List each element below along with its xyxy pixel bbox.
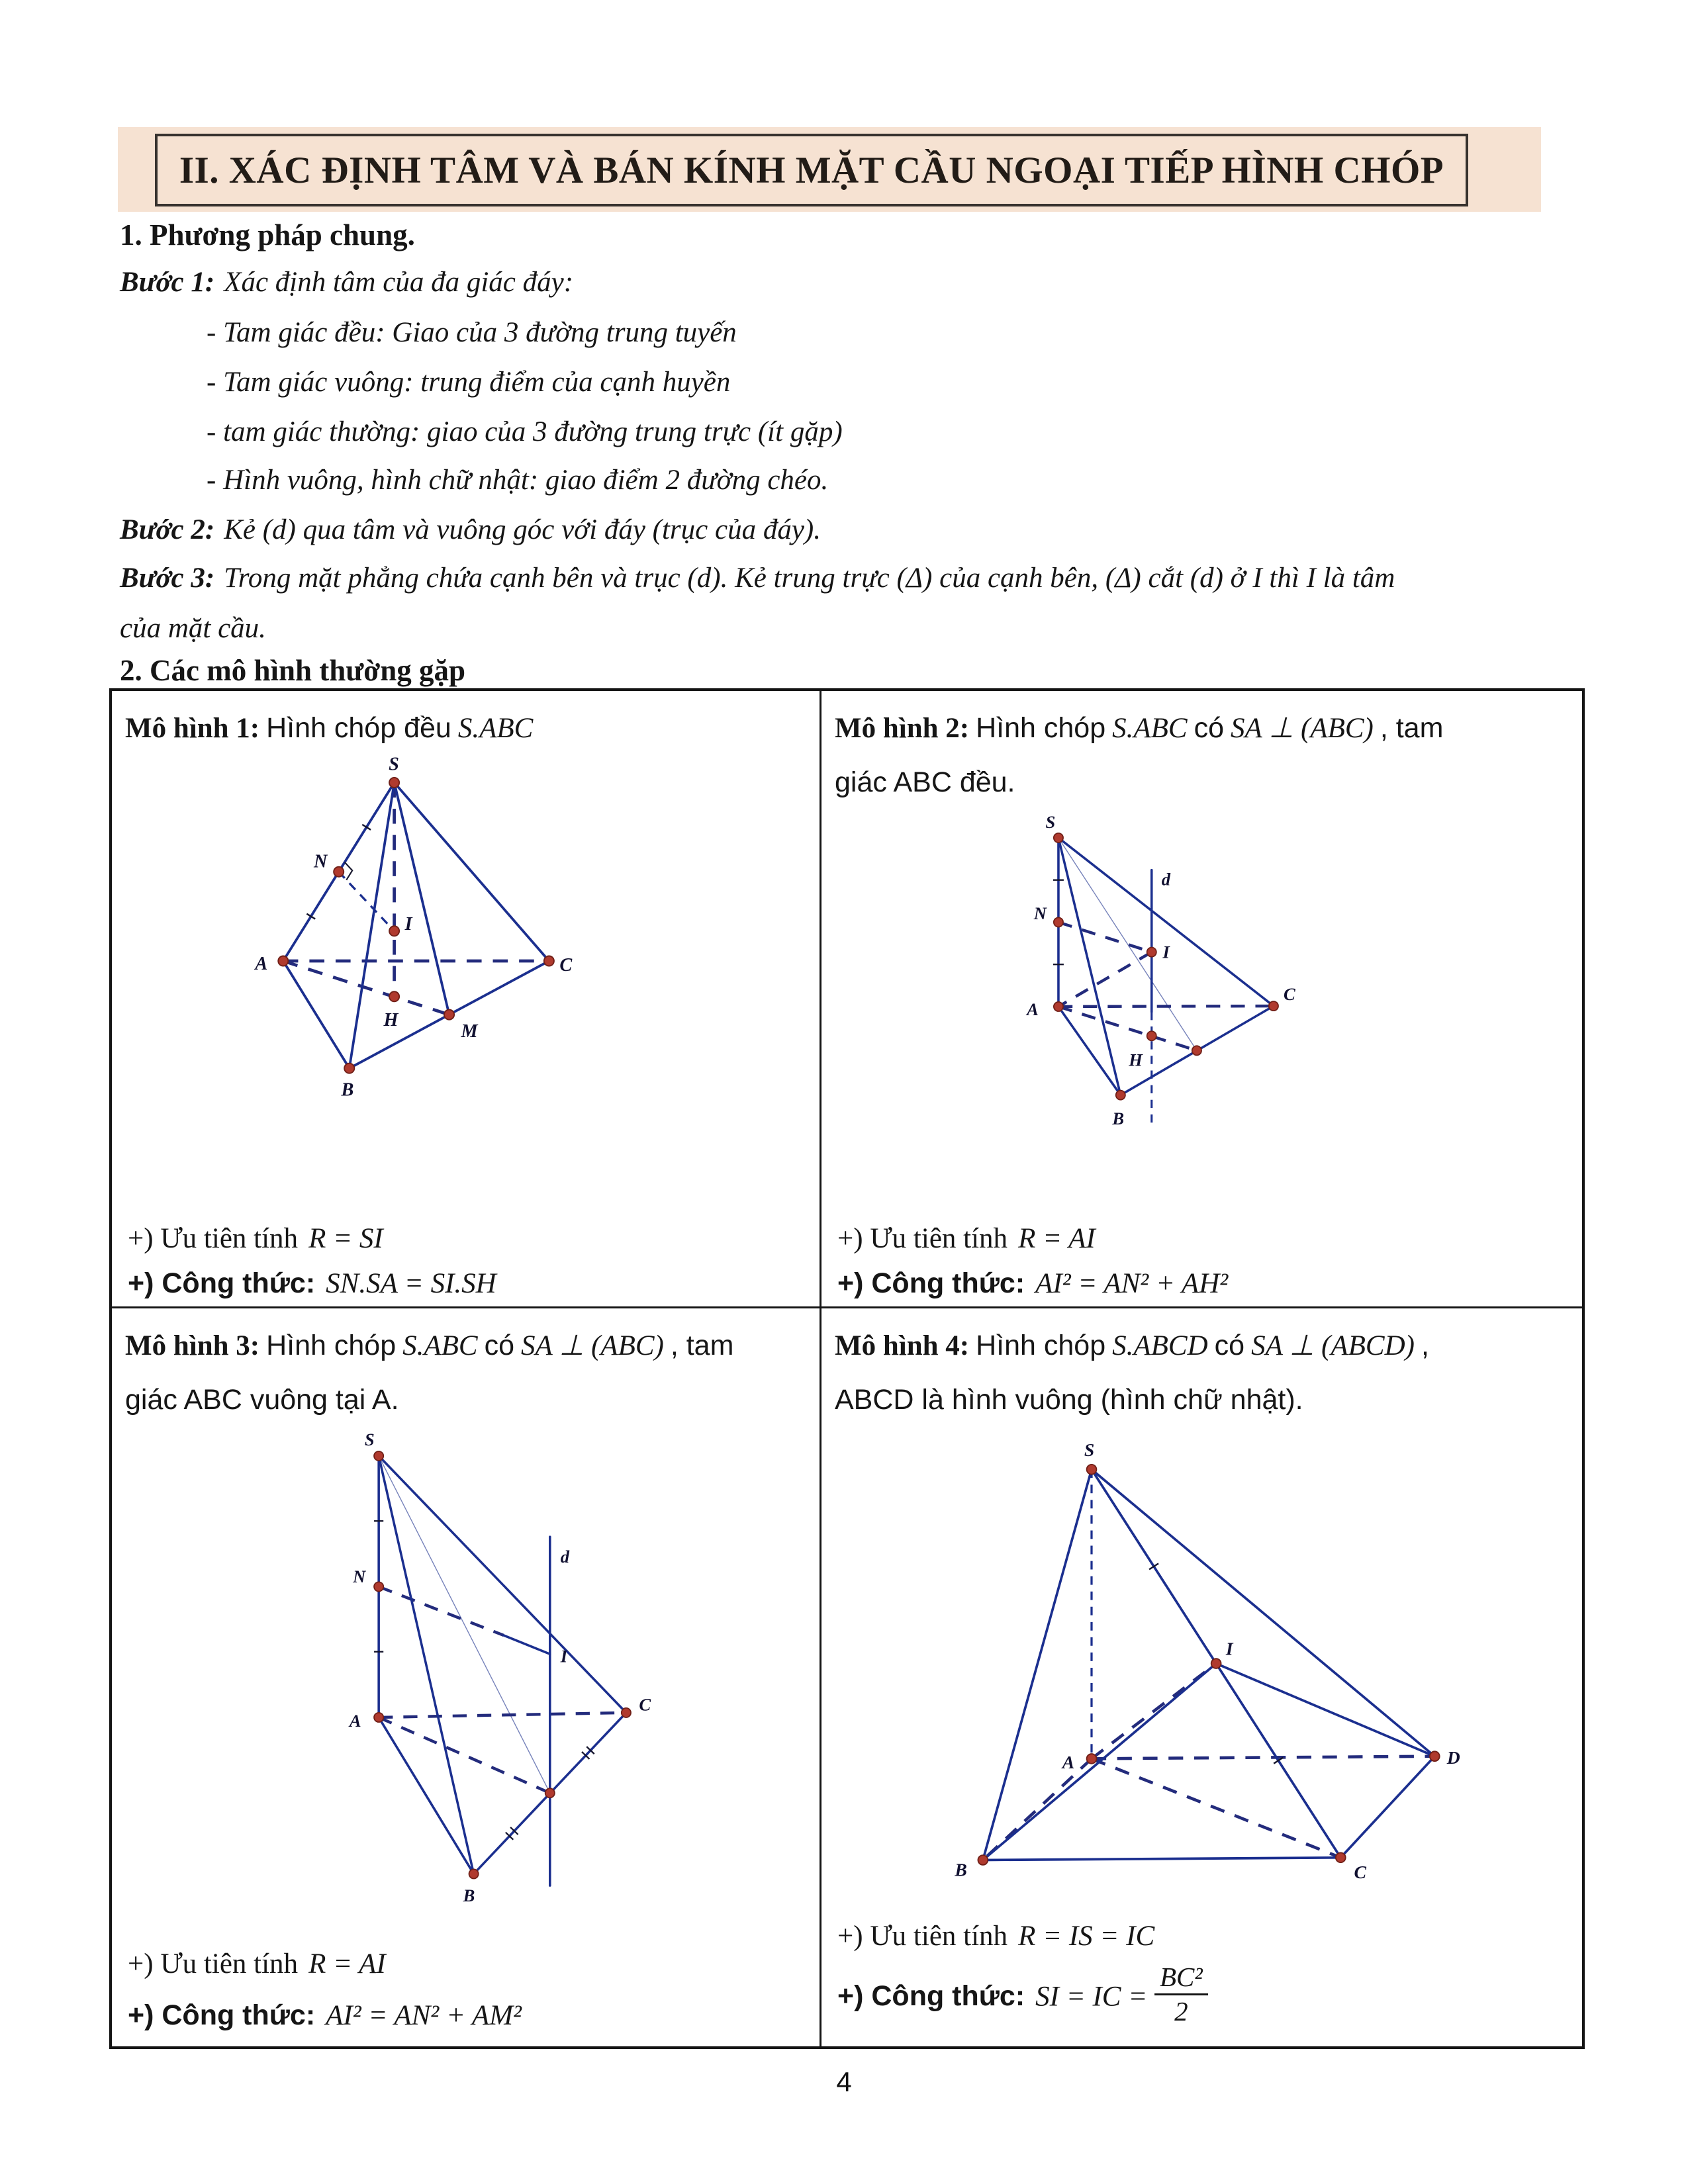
model3-formula: +) Công thức: AI² = AN² + AM² (128, 1999, 522, 2031)
point-label-S: S (1045, 811, 1056, 832)
point-label-H: H (1129, 1050, 1143, 1070)
step1-text: Xác định tâm của đa giác đáy: (224, 267, 574, 298)
model4-desc-line2: ABCD là hình vuông (hình chữ nhật). (835, 1383, 1303, 1416)
point-label-N: N (313, 851, 328, 872)
point-label-H: H (383, 1010, 399, 1031)
step1-label: Bước 1: (120, 267, 215, 298)
axis-label-d: d (1161, 869, 1171, 889)
model2-formula: +) Công thức: AI² = AN² + AH² (837, 1267, 1229, 1299)
point-label-B: B (1112, 1108, 1125, 1128)
step2-label: Bước 2: (120, 514, 215, 545)
model4-cell (821, 1308, 1582, 2046)
model2-cell (821, 691, 1582, 1308)
page-title: II. XÁC ĐỊNH TÂM VÀ BÁN KÍNH MẶT CẦU NGOẠI TIẾP HÌNH CHÓP (155, 134, 1468, 206)
model3-diagram (261, 1420, 672, 1912)
model4-header: Mô hình 4: Hình chóp S.ABCD có SA ⊥ (ABCD) , ABCD là hình vuông (hình chữ nhật). (835, 1330, 1429, 1416)
axis-label-d: d (560, 1547, 569, 1567)
bullet-square: - Hình vuông, hình chữ nhật: giao điểm 2 đường chéo. (207, 465, 829, 496)
step2-text: Kẻ (d) qua tâm và vuông góc với đáy (trục của đáy). (224, 514, 821, 545)
point-label-S: S (389, 754, 399, 775)
heading-models: 2. Các mô hình thường gặp (120, 654, 466, 687)
model1-math: S.ABC (457, 713, 534, 744)
bullet-right-triangle: - Tam giác vuông: trung điểm của cạnh huyền (207, 367, 731, 398)
fraction: $\frac{\text{BC²}}{2}$ (1154, 1961, 1208, 2028)
point-label-A: A (1062, 1752, 1075, 1773)
model3-title: Mô hình 3: (125, 1330, 260, 1361)
model1-diagram (248, 744, 684, 1168)
step2-line (120, 514, 821, 546)
point-label-A: A (255, 954, 268, 975)
point-label-I: I (560, 1646, 568, 1666)
heading-method: 1. Phương pháp chung. (120, 218, 415, 251)
model2-diagram (996, 807, 1407, 1170)
point-label-M: M (461, 1021, 478, 1042)
point-label-C: C (1354, 1862, 1367, 1883)
point-label-B: B (341, 1079, 354, 1101)
page-number: 4 (836, 2066, 852, 2097)
point-label-D: D (1446, 1747, 1460, 1768)
step3-line (120, 562, 1395, 594)
point-label-I: I (404, 913, 412, 934)
diagram-points (278, 778, 554, 1073)
point-label-C: C (639, 1694, 651, 1715)
diagram-lines (983, 1469, 1434, 1860)
model2-priority: +) Ưu tiên tính R = AI (837, 1223, 1096, 1254)
point-label-S: S (364, 1429, 375, 1449)
model1-formula: +) Công thức: SN.SA = SI.SH (128, 1267, 496, 1299)
diagram-lines (374, 1456, 626, 1886)
bullet-scalene: - tam giác thường: giao của 3 đường trung trực (ít gặp) (207, 416, 843, 447)
step3-text: Trong mặt phẳng chứa cạnh bên và trục (d). Kẻ trung trực (Δ) của cạnh bên, (Δ) cắt (d) ở I thì I là tâm (224, 563, 1395, 594)
point-label-B: B (463, 1886, 475, 1906)
model1-title: Mô hình 1: (125, 713, 260, 744)
point-label-C: C (559, 955, 573, 976)
model1-cell (112, 691, 821, 1308)
model3-header: Mô hình 3: Hình chóp S.ABC có SA ⊥ (ABC) , tam giác ABC vuông tại A. (125, 1330, 734, 1416)
diagram-lines (283, 782, 549, 1068)
point-label-A: A (349, 1711, 361, 1731)
step3-label: Bước 3: (120, 563, 215, 594)
diagram-points (374, 1451, 631, 1879)
model2-header: Mô hình 2: Hình chóp S.ABC có SA ⊥ (ABC) , tam giác ABC đều. (835, 712, 1444, 798)
model4-diagram (927, 1416, 1476, 1904)
model4-formula: +) Công thức: SI = IC = $\frac{\text{BC²}}{2}$ (837, 1970, 1208, 2028)
step1-line (120, 266, 573, 298)
title-strip (118, 127, 1541, 212)
point-label-B: B (955, 1859, 967, 1880)
model1-priority: +) Ưu tiên tính R = SI (128, 1223, 383, 1254)
point-label-N: N (1033, 903, 1047, 924)
point-label-I: I (1162, 942, 1170, 962)
bullet-equilateral: - Tam giác đều: Giao của 3 đường trung tuyến (207, 317, 737, 348)
model4-title: Mô hình 4: (835, 1330, 970, 1361)
model2-desc-line2: giác ABC đều. (835, 766, 1015, 798)
model1-desc: Hình chóp đều (266, 712, 451, 744)
models-table (109, 688, 1585, 2049)
model3-desc-line2: giác ABC vuông tại A. (125, 1383, 399, 1416)
model3-priority: +) Ưu tiên tính R = AI (128, 1948, 386, 1979)
model2-title: Mô hình 2: (835, 713, 970, 744)
point-label-A: A (1027, 999, 1039, 1020)
point-label-N: N (353, 1567, 366, 1587)
point-label-I: I (1225, 1638, 1233, 1659)
point-label-S: S (1084, 1439, 1095, 1460)
model4-priority: +) Ưu tiên tính R = IS = IC (837, 1921, 1155, 1952)
step3-continued: của mặt cầu. (120, 613, 266, 644)
point-label-C: C (1283, 984, 1295, 1005)
model3-cell (112, 1308, 821, 2046)
